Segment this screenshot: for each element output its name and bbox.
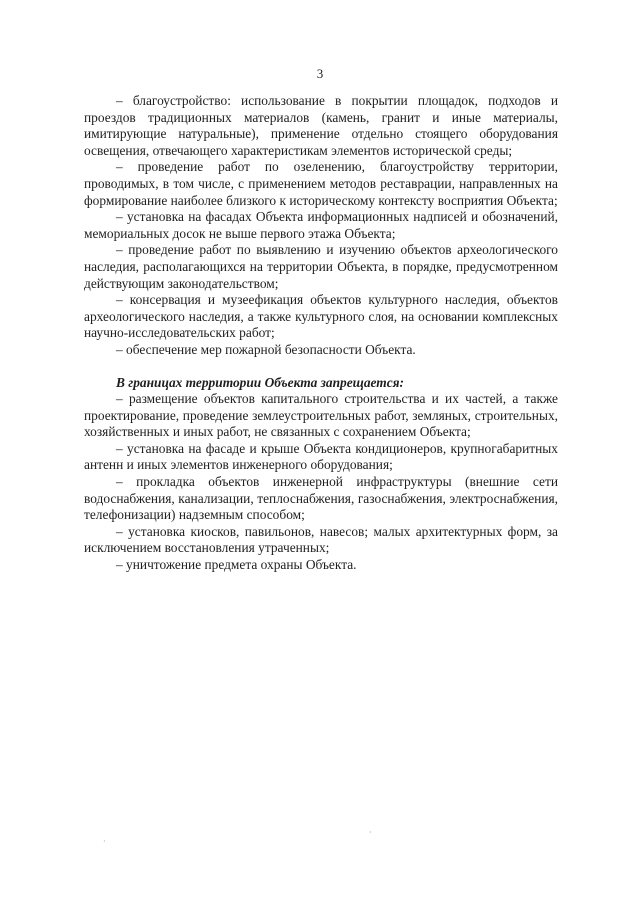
permitted-item-archaeology: – проведение работ по выявлению и изучению объектов археологического наследия, располагающихся на территории Объекта, в порядке, предусмотренном действующим законодательством; — [84, 242, 558, 291]
prohibited-item-construction: – размещение объектов капитального строительства и их частей, а также проектирование, проведение землеустроительных работ, земляных, строительных, хозяйственных и иных работ, не связанных с сохранением Объекта; — [84, 391, 558, 440]
prohibited-item-equipment: – установка на фасаде и крыше Объекта кондиционеров, крупногабаритных антенн и иных элементов инженерного оборудования; — [84, 440, 558, 473]
prohibited-heading: В границах территории Объекта запрещается: — [116, 374, 404, 390]
prohibited-list — [84, 391, 558, 574]
permitted-item-landscaping: – благоустройство: использование в покрытии площадок, подходов и проездов традиционных материалов (камень, гранит и иные материалы, имитирующие натуральные), применение отдельно стоящего оборудования освещения, отвечающего характеристикам элементов исторической среды; — [84, 93, 558, 158]
permitted-item-conservation: – консервация и музеефикация объектов культурного наследия, объектов археологического наследия, а также культурного слоя, на основании комплексных научно-исследовательских работ; — [84, 292, 558, 341]
prohibited-item-destruction: – уничтожение предмета охраны Объекта. — [116, 557, 357, 573]
scan-speck: · — [103, 837, 106, 846]
scan-speck: · — [369, 828, 372, 837]
page-number: 3 — [316, 66, 324, 81]
permitted-item-fire-safety: – обеспечение мер пожарной безопасности Объекта. — [116, 341, 416, 357]
prohibited-item-utilities: – прокладка объектов инженерной инфраструктуры (внешние сети водоснабжения, канализации, теплоснабжения, газоснабжения, электроснабжения, телефонизации) надземным способом; — [84, 474, 558, 523]
permitted-item-signage: – установка на фасадах Объекта информационных надписей и обозначений, мемориальных досок не выше первого этажа Объекта; — [84, 209, 558, 241]
document-body — [84, 93, 558, 574]
permitted-list — [84, 93, 558, 359]
prohibited-item-kiosks: – установка киосков, павильонов, навесов; малых архитектурных форм, за исключением восстановления утраченных; — [84, 523, 558, 556]
permitted-item-greening: – проведение работ по озеленению, благоустройству территории, проводимых, в том числе, с применением методов реставрации, направленных на формирование наиболее близкого к историческому контексту восприятия Объекта; — [84, 159, 558, 208]
